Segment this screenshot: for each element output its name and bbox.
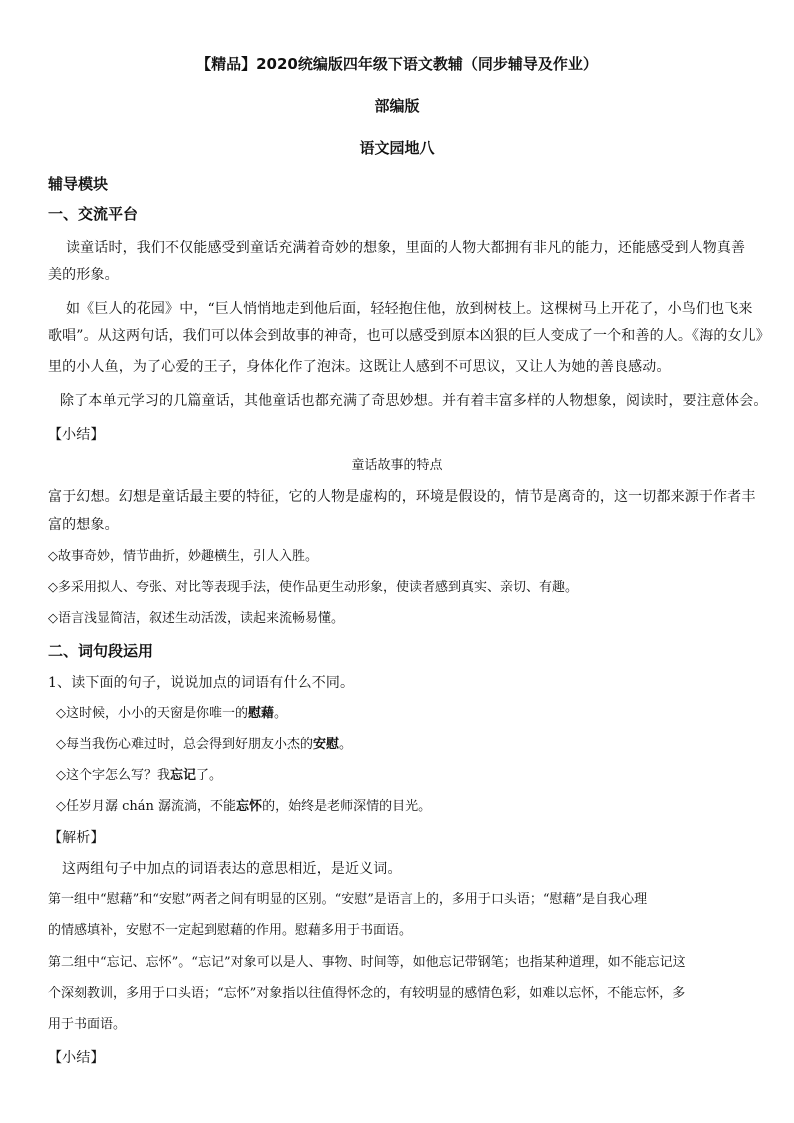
analysis-group2-line-1: 第二组中“忘记、忘怀”。“忘记”对象可以是人、事物、时间等，如他忘记带钢笔；也指某种道理，如不能忘记这: [48, 955, 686, 970]
section2-heading: 二、词句段运用: [48, 642, 154, 660]
edition-label: 部编版: [374, 97, 420, 115]
paragraph-2-line-2: 歌唱”。从这两句话，我们可以体会到故事的神奇，也可以感受到原本凶狠的巨人变成了一个和善的人。《海的女儿》: [48, 328, 770, 344]
paragraph-1-line-1: 读童话时，我们不仅能感受到童话充满着奇妙的想象，里面的人物大都拥有非凡的能力，还能感受到人物真善: [66, 240, 746, 256]
module-heading: 辅导模块: [48, 175, 109, 193]
paragraph-1-line-2: 美的形象。: [48, 267, 119, 283]
analysis-group1-line-2: 的情感填补，安慰不一定起到慰藉的作用。慰藉多用于书面语。: [48, 923, 413, 938]
question-1: 1、读下面的句子，说说加点的词语有什么不同。: [48, 675, 355, 691]
example-4: ◇任岁月潺 chán 潺流淌，不能忘怀的，始终是老师深情的目光。: [56, 799, 432, 814]
dotted-word: 安慰: [313, 737, 340, 752]
analysis-line-1: 这两组句子中加点的词语表达的意思相近，是近义词。: [62, 861, 402, 877]
bullet-3: ◇语言浅显简洁，叙述生动活泼，读起来流畅易懂。: [48, 611, 344, 626]
summary-line-2: 富的想象。: [48, 517, 119, 533]
lesson-title: 语文园地八: [359, 139, 435, 157]
summary-line-1: 富于幻想。幻想是童话最主要的特征，它的人物是虚构的，环境是假设的，情节是离奇的，这一切都来源于作者丰: [48, 489, 756, 505]
paragraph-3: 除了本单元学习的几篇童话，其他童话也都充满了奇思妙想。并有着丰富多样的人物想象，阅读时，要注意体会。: [60, 393, 768, 409]
document-title: 【精品】2020统编版四年级下语文教辅（同步辅导及作业）: [196, 55, 598, 73]
example-3: ◇这个字怎么写？我忘记了。: [56, 768, 223, 783]
section1-heading: 一、交流平台: [48, 205, 139, 223]
analysis-group2-line-3: 用于书面语。: [48, 1017, 127, 1032]
paragraph-2-line-1: 如《巨人的花园》中，“巨人悄悄地走到他后面，轻轻抱住他，放到树枝上。这棵树马上开花了，小鸟们也飞来: [66, 301, 753, 317]
summary-label-2: 【小结】: [48, 1050, 105, 1066]
summary-title: 童话故事的特点: [351, 458, 443, 473]
analysis-label: 【解析】: [48, 830, 105, 846]
bullet-2: ◇多采用拟人、夸张、对比等表现手法，使作品更生动形象，使读者感到真实、亲切、有趣。: [48, 580, 578, 595]
example-2: ◇每当我伤心难过时，总会得到好朋友小杰的安慰。: [56, 737, 353, 752]
paragraph-2-line-3: 里的小人鱼，为了心爱的王子，身体化作了泡沫。这既让人感到不可思议，又让人为她的善良感动。: [48, 359, 671, 375]
analysis-group2-line-2: 个深刻教训，多用于口头语；“忘怀”对象指以往值得怀念的，有较明显的感情色彩，如难以忘怀，不能忘怀，多: [48, 986, 686, 1001]
bullet-1: ◇故事奇妙，情节曲折，妙趣横生，引人入胜。: [48, 549, 318, 564]
dotted-word: 忘记: [170, 768, 197, 783]
example-1: ◇这时候，小小的天窗是你唯一的慰藉。: [56, 706, 288, 721]
dotted-word: 慰藉: [248, 706, 275, 721]
analysis-group1-line-1: 第一组中“慰藉”和“安慰”两者之间有明显的区别。“安慰”是语言上的，多用于口头语；“慰藉”是自我心理: [48, 892, 648, 907]
summary-label-1: 【小结】: [48, 427, 105, 443]
dotted-word: 忘怀: [236, 799, 263, 814]
